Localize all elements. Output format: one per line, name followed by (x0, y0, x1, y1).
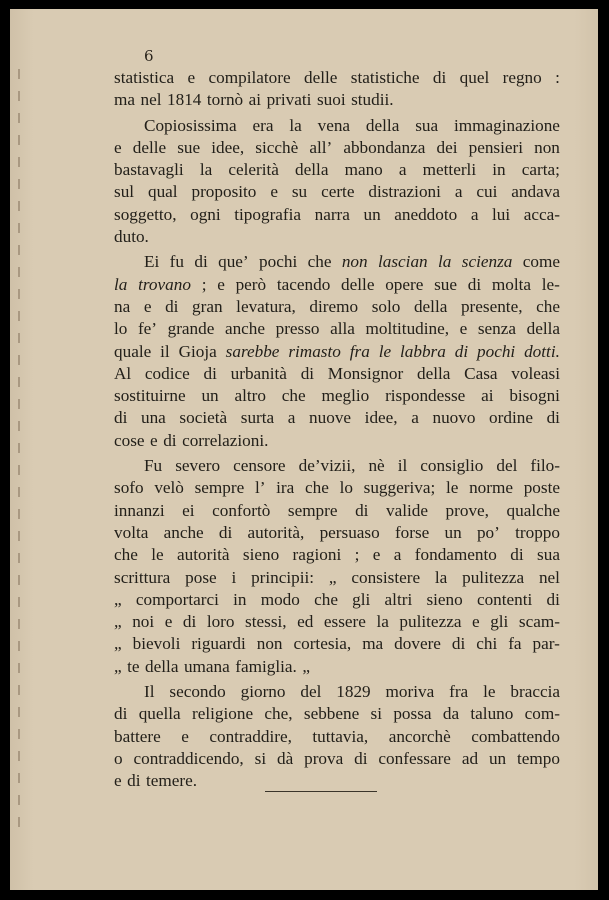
text-line: cose e di correlazioni. (114, 430, 269, 450)
text-line: Ei fu di que’ pochi che non lascian la scienza come (144, 252, 560, 272)
text-line: e di temere. (114, 771, 198, 791)
text-line: „ te della umana famiglia. „ (114, 656, 310, 676)
text-line: duto. (114, 227, 149, 247)
text-line: „ noi e di loro stessi, ed essere la pulitezza e gli scam- (114, 612, 560, 632)
text-line: volta anche di autorità, persuaso forse un po’ troppo (114, 522, 560, 542)
text-line: e delle sue idee, sicchè all’ abbondanza dei pensieri non (114, 137, 560, 157)
text-line: „ bievoli riguardi non cortesia, ma dovere di chi fa par- (114, 634, 560, 654)
text-line: innanzi ei confortò sempre di valide prove, qualche (114, 500, 560, 520)
closing-rule (265, 791, 377, 792)
text-line: o contraddicendo, si dà prova di confessare ad un tempo (114, 748, 560, 768)
text-line: sul qual proposito e su certe distrazioni a cui andava (114, 182, 560, 202)
text-line: di una società surta a nuove idee, a nuovo ordine di (114, 408, 560, 428)
text-line: na e di gran levatura, diremo solo della presente, che (114, 296, 560, 316)
text-line: scrittura pose i principii: „ consistere la pulitezza nel (114, 567, 560, 587)
text-line: soggetto, ogni tipografia narra un aneddoto a lui acca- (114, 204, 560, 224)
text-line: quale il Gioja sarebbe rimasto fra le labbra di pochi dotti. (114, 341, 560, 361)
text-line: sofo velò sempre l’ ira che lo suggeriva; le norme poste (114, 478, 560, 498)
page-number: 6 (144, 47, 154, 65)
text-line: la trovano ; e però tacendo delle opere sue di molta le- (114, 274, 560, 294)
text-line: bastavagli la celerità della mano a metterli in carta; (114, 160, 560, 180)
binding-edge-decoration (18, 69, 20, 829)
text-line: lo fe’ grande anche presso alla moltitudine, e senza della (114, 319, 560, 339)
text-line: ma nel 1814 tornò ai privati suoi studii. (114, 90, 394, 110)
book-page (10, 9, 598, 890)
text-line: battere e contraddire, tuttavia, ancorchè combattendo (114, 726, 560, 746)
text-line: Fu severo censore de’vizii, nè il consiglio del filo- (144, 456, 560, 476)
text-line: sostituirne un altro che meglio rispondesse ai bisogni (114, 386, 560, 406)
text-line: „ comportarci in modo che gli altri sieno contenti di (114, 589, 560, 609)
body-text (114, 67, 560, 793)
text-line: Il secondo giorno del 1829 moriva fra le braccia (144, 682, 560, 702)
text-line: Al codice di urbanità di Monsignor della Casa voleasi (114, 363, 560, 383)
text-line: Copiosissima era la vena della sua immaginazione (144, 115, 560, 135)
text-line: statistica e compilatore delle statistiche di quel regno : (114, 68, 560, 87)
text-line: di quella religione che, sebbene si possa da taluno com- (114, 704, 560, 724)
text-line: che le autorità sieno ragioni ; e a fondamento di sua (114, 545, 560, 565)
